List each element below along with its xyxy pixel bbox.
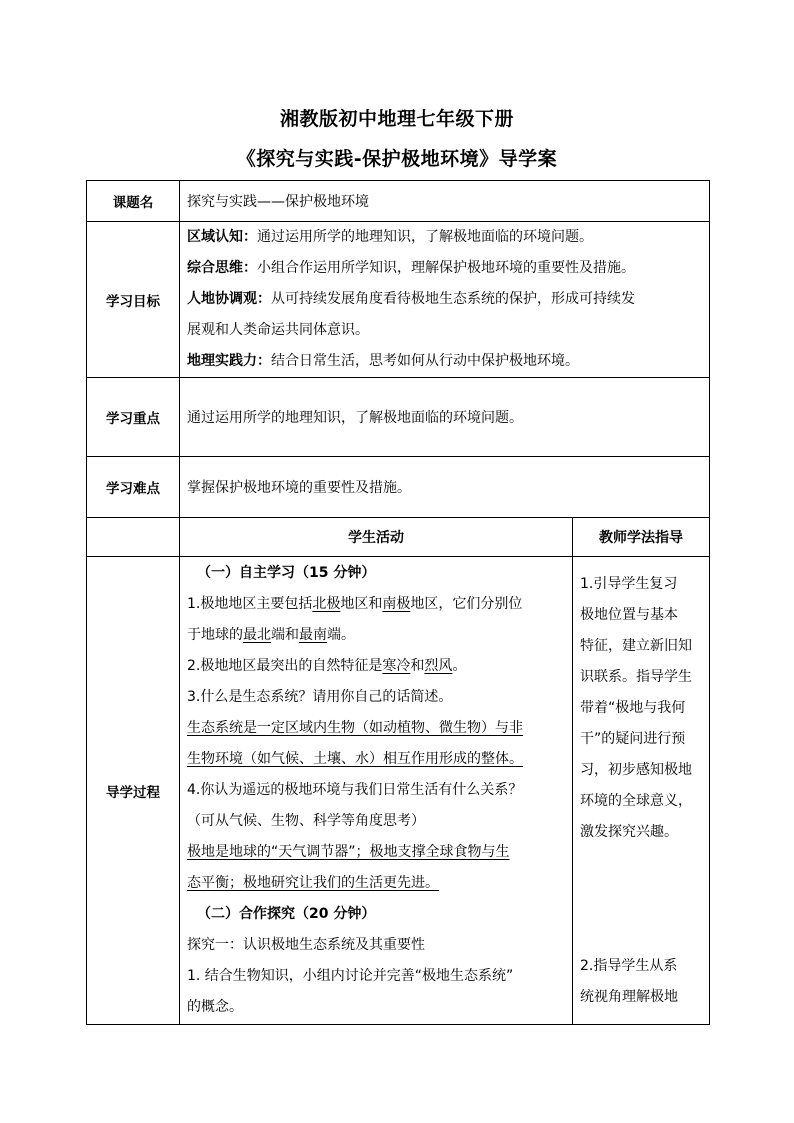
guidance-line: 干”的疑问进行预 (580, 730, 686, 747)
answer-4 (187, 837, 565, 868)
teacher-guidance (573, 557, 710, 1025)
answer-blank: 烈风 (424, 658, 453, 674)
q1-text: 地区和 (340, 596, 383, 612)
answer-blank: 最南 (299, 627, 327, 643)
empty-cell (87, 518, 180, 557)
difficulty-value: 掌握保护极地环境的重要性及措施。 (180, 457, 710, 518)
section1-title: （一）自主学习（15 分钟） (197, 565, 376, 581)
question-4: 4.你认为遥远的极地环境与我们日常生活有什么关系？ (187, 782, 523, 798)
q2-text: 。 (452, 658, 467, 674)
guidance-line: 极地位置与基本 (580, 606, 678, 623)
goals-content (180, 222, 710, 378)
row-goals (87, 222, 710, 378)
goal-key: 区域认知： (187, 229, 257, 245)
question-5: 1. 结合生物知识，小组内讨论并完善“极地生态系统” (187, 968, 514, 984)
inquiry-1: 探究一：认识极地生态系统及其重要性 (187, 937, 425, 953)
goal-text: 从可持续发展角度看待极地生态系统的保护，形成可持续发 (271, 291, 635, 307)
q1-text: 端。 (327, 627, 355, 643)
q1-text: 于地球的 (187, 627, 243, 643)
goal-text: 小组合作运用所学知识，理解保护极地环境的重要性及措施。 (257, 260, 635, 276)
answer-4-cont (187, 868, 565, 899)
guidance-line: 特征，建立新旧知 (580, 637, 692, 654)
question-4-hint: （可从气候、生物、科学等角度思考） (187, 813, 425, 829)
answer-blank: 南极 (382, 596, 411, 612)
answer-3-cont (187, 744, 565, 775)
col-header-student: 学生活动 (180, 518, 573, 557)
lesson-plan-table (86, 180, 710, 1025)
guidance-line: 环境的全球意义， (580, 792, 692, 809)
col-header-teacher: 教师学法指导 (573, 518, 710, 557)
guidance-line: 1.引导学生复习 (580, 575, 678, 592)
focus-label: 学习重点 (87, 378, 180, 457)
goal-item-cont: 展观和人类命运共同体意识。 (187, 322, 369, 338)
row-process (87, 557, 710, 1025)
goal-key: 地理实践力： (187, 353, 271, 369)
guidance-line: 带着“极地与我何 (580, 699, 686, 716)
goals-label: 学习目标 (87, 222, 180, 378)
difficulty-label: 学习难点 (87, 457, 180, 518)
goal-item (187, 346, 702, 377)
answer-text: 极地是地球的“天气调节器”；极地支撑全球食物与生 (187, 844, 510, 860)
guidance-line: 激发探究兴趣。 (580, 823, 678, 840)
guidance-line: 识联系。指导学生 (580, 668, 692, 685)
question-3: 3.什么是生态系统？请用你自己的话简述。 (187, 689, 453, 705)
row-column-headers (87, 518, 710, 557)
question-5-cont: 的概念。 (187, 999, 243, 1015)
answer-text: 态平衡；极地研究让我们的生活更先进。 (187, 875, 439, 891)
goal-key: 人地协调观： (187, 291, 271, 307)
spacer (580, 848, 702, 951)
guidance-line: 2.指导学生从系 (580, 957, 678, 974)
q2-text: 2.极地地区最突出的自然特征是 (187, 658, 383, 674)
student-activity (180, 557, 573, 1025)
guidance-line: 习，初步感知极地 (580, 761, 692, 778)
answer-3 (187, 713, 565, 744)
section2-title: （二）合作探究（20 分钟） (197, 906, 376, 922)
q1-text: 1.极地地区主要包括 (187, 596, 313, 612)
topic-label: 课题名 (87, 181, 180, 222)
answer-blank: 最北 (243, 627, 271, 643)
q1-text: 地区，它们分别位 (410, 596, 523, 612)
goal-key: 综合思维： (187, 260, 257, 276)
goal-text: 结合日常生活，思考如何从行动中保护极地环境。 (271, 353, 579, 369)
doc-title-line1: 湘教版初中地理七年级下册 (279, 108, 514, 130)
answer-text: 生态系统是一定区域内生物（如动植物、微生物）与非 (187, 720, 523, 736)
row-topic (87, 181, 710, 222)
answer-blank: 寒冷 (382, 658, 411, 674)
focus-value: 通过运用所学的地理知识，了解极地面临的环境问题。 (180, 378, 710, 457)
question-1-cont (187, 620, 565, 651)
answer-blank: 北极 (312, 596, 341, 612)
row-focus (87, 378, 710, 457)
goal-item (187, 253, 702, 284)
doc-title-line2: 《探究与实践-保护极地环境》导学案 (236, 148, 558, 170)
question-1 (187, 589, 565, 620)
topic-value: 探究与实践——保护极地环境 (180, 181, 710, 222)
goal-text: 通过运用所学的地理知识，了解极地面临的环境问题。 (257, 229, 593, 245)
row-difficulty (87, 457, 710, 518)
answer-text: 生物环境（如气候、土壤、水）相互作用形成的整体。 (187, 751, 523, 767)
guidance-line: 统视角理解极地 (580, 988, 678, 1005)
question-2 (187, 651, 565, 682)
goal-item (187, 222, 702, 253)
q1-text: 端和 (271, 627, 299, 643)
q2-text: 和 (410, 658, 425, 674)
goal-item (187, 284, 702, 315)
process-label: 导学过程 (87, 557, 180, 1025)
